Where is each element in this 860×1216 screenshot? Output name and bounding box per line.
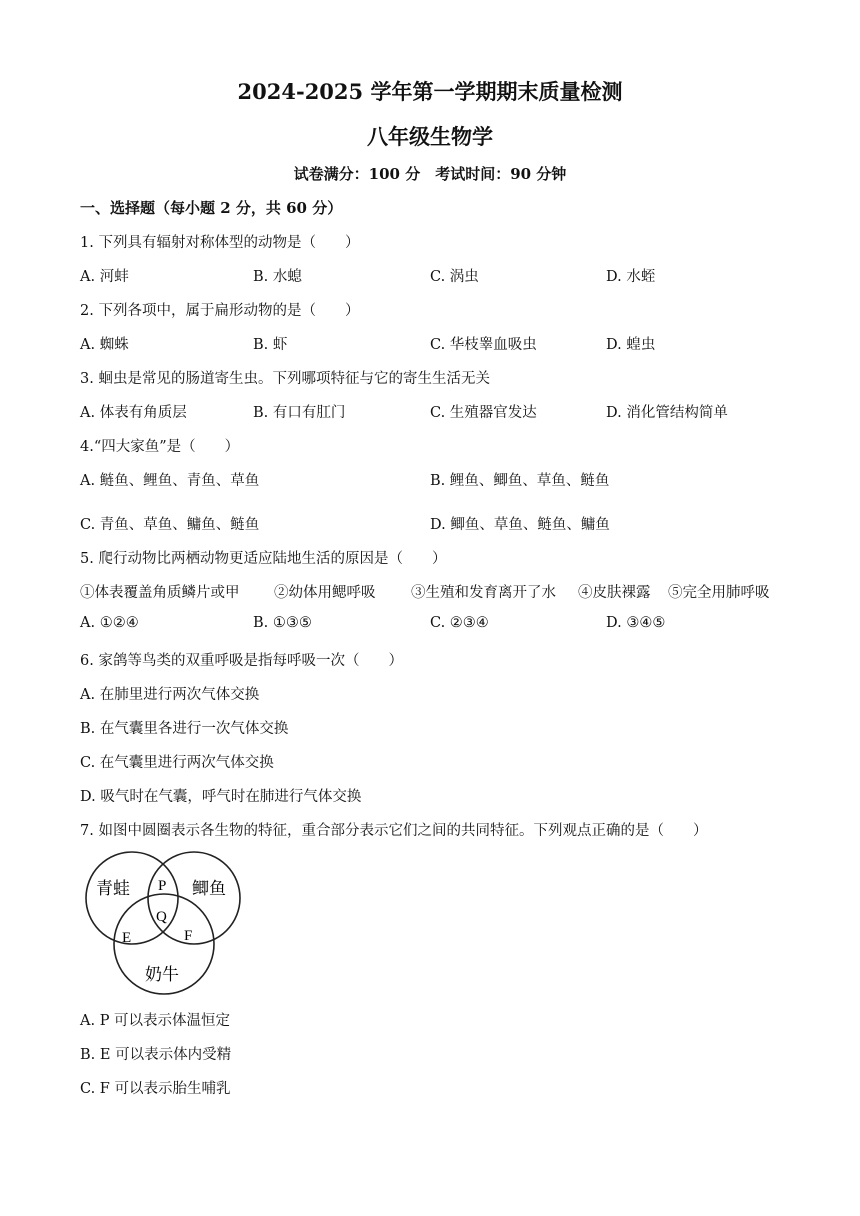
question-stem: 6. 家鸽等鸟类的双重呼吸是指每呼吸一次（ ）: [80, 653, 403, 669]
option-b: B. ①③⑤: [253, 615, 312, 631]
question-stem: 7. 如图中圆圈表示各生物的特征，重合部分表示它们之间的共同特征。下列观点正确的是（ ）: [80, 823, 708, 839]
region-q-label: Q: [156, 909, 167, 925]
option-c: C. 在气囊里进行两次气体交换: [80, 755, 274, 771]
statement-item: ⑤完全用肺呼吸: [668, 585, 770, 601]
option-b: B. 在气囊里各进行一次气体交换: [80, 721, 289, 737]
frog-label: 青蛙: [96, 879, 130, 898]
option-d: D. 蝗虫: [606, 337, 656, 353]
option-b: B. 虾: [253, 337, 288, 353]
option-a: A. P 可以表示体温恒定: [80, 1013, 231, 1029]
statement-item: ②幼体用鳃呼吸: [274, 585, 376, 601]
option-d: D. 鲫鱼、草鱼、鲢鱼、鳙鱼: [430, 517, 610, 533]
option-a: A. 蜘蛛: [80, 337, 129, 353]
question-stem: 2. 下列各项中，属于扁形动物的是（ ）: [80, 303, 360, 319]
region-f-label: F: [184, 928, 193, 944]
region-e-label: E: [122, 930, 132, 946]
exam-title: 2024-2025 学年第一学期期末质量检测: [237, 79, 623, 104]
option-d: D. 消化管结构简单: [606, 405, 728, 421]
statement-item: ④皮肤裸露: [578, 585, 651, 601]
statement-item: ③生殖和发育离开了水: [411, 585, 556, 601]
subject-title: 八年级生物学: [367, 124, 493, 149]
option-c: C. ②③④: [430, 615, 489, 631]
option-a: A. ①②④: [80, 615, 139, 631]
exam-meta: 试卷满分：100 分 考试时间：90 分钟: [293, 165, 567, 183]
option-d: D. ③④⑤: [606, 615, 666, 631]
option-b: B. 鲤鱼、鲫鱼、草鱼、鲢鱼: [430, 473, 610, 489]
question-stem: 3. 蛔虫是常见的肠道寄生虫。下列哪项特征与它的寄生生活无关: [80, 371, 490, 387]
question-stem: 4.“四大家鱼”是（ ）: [80, 439, 240, 455]
option-c: C. 生殖器官发达: [430, 405, 537, 421]
frog-circle: [86, 852, 178, 944]
option-d: D. 吸气时在气囊，呼气时在肺进行气体交换: [80, 789, 362, 805]
section-heading: 一、选择题（每小题 2 分，共 60 分）: [80, 199, 343, 217]
option-a: A. 在肺里进行两次气体交换: [80, 687, 260, 703]
question-stem: 5. 爬行动物比两栖动物更适应陆地生活的原因是（ ）: [80, 551, 447, 567]
option-b: B. 有口有肛门: [253, 405, 346, 421]
region-p-label: P: [158, 878, 167, 894]
crucian-carp-circle: [148, 852, 240, 944]
option-b: B. 水螅: [253, 269, 302, 285]
option-a: A. 河蚌: [80, 269, 129, 285]
option-b: B. E 可以表示体内受精: [80, 1047, 232, 1063]
venn-diagram: [80, 848, 250, 998]
option-d: D. 水蛭: [606, 269, 656, 285]
option-c: C. F 可以表示胎生哺乳: [80, 1081, 231, 1097]
option-c: C. 华枝睾血吸虫: [430, 337, 537, 353]
question-stem: 1. 下列具有辐射对称体型的动物是（ ）: [80, 235, 360, 251]
cow-label: 奶牛: [145, 965, 179, 984]
option-a: A. 鲢鱼、鲤鱼、青鱼、草鱼: [80, 473, 260, 489]
statement-item: ①体表覆盖角质鳞片或甲: [80, 585, 240, 601]
option-a: A. 体表有角质层: [80, 405, 187, 421]
option-c: C. 涡虫: [430, 269, 479, 285]
crucian-carp-label: 鲫鱼: [192, 879, 226, 898]
option-c: C. 青鱼、草鱼、鳙鱼、鲢鱼: [80, 517, 260, 533]
